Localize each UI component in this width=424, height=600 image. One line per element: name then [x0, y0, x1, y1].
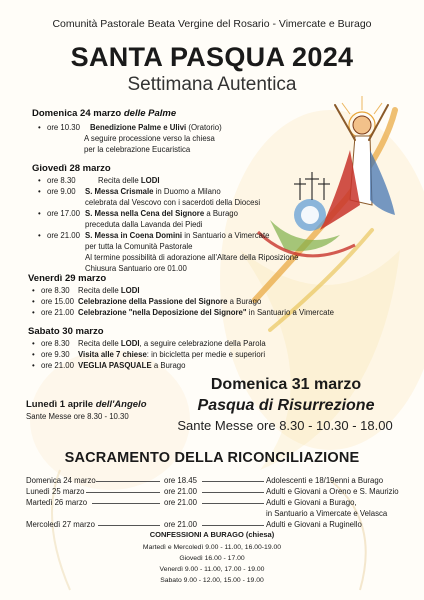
reconciliation-date: Lunedì 25 marzo [26, 487, 85, 496]
confessions-line: Sabato 9.00 - 12.00, 15.00 - 19.00 [160, 577, 264, 584]
easter-masses: Sante Messe ore 8.30 - 10.30 - 18.00 [177, 418, 393, 433]
section-heading-monday: Lunedì 1 aprile dell'Angelo [26, 399, 147, 410]
list-item: • ore 8.30 Recita delle LODI [38, 176, 160, 185]
section-heading-thursday: Giovedì 28 marzo [32, 163, 111, 174]
reconciliation-date: Mercoledì 27 marzo [26, 520, 95, 529]
leader-line [96, 481, 160, 482]
monday-masses: Sante Messe ore 8.30 - 10.30 [26, 412, 129, 421]
list-item: • ore 21.00 VEGLIA PASQUALE a Burago [32, 361, 186, 370]
confessions-line: Martedì e Mercoledì 9.00 - 11.00, 16.00-19.00 [142, 544, 282, 551]
reconciliation-who: Adulti e Giovani a Oreno e S. Maurizio [266, 487, 399, 496]
bullet-icon: • [32, 297, 35, 306]
reconciliation-who-extra: in Santuario a Vimercate e Velasca [266, 509, 388, 518]
list-item: • ore 9.00 S. Messa Crismale in Duomo a Milano [38, 187, 221, 196]
list-item: • ore 21.00 Celebrazione "nella Deposizione del Signore" in Santuario a Vimercate [32, 308, 334, 317]
bullet-icon: • [32, 286, 35, 295]
list-item: • ore 8.30 Recita delle LODI, a seguire celebrazione della Parola [32, 339, 266, 348]
note-line: celebrata dal Vescovo con i sacerdoti della Diocesi [85, 198, 261, 207]
list-item: • ore 15.00 Celebrazione della Passione del Signore a Burago [32, 297, 262, 306]
note-line: preceduta dalla Lavanda dei Piedi [85, 220, 203, 229]
reconciliation-date: Domenica 24 marzo [26, 476, 96, 485]
reconciliation-time: ore 21.00 [164, 498, 197, 507]
list-item: • ore 17.00 S. Messa nella Cena del Signore a Burago [38, 209, 238, 218]
easter-day: Domenica 31 marzo [210, 376, 362, 393]
leader-line [202, 525, 264, 526]
reconciliation-who: Adolescenti e 18/19enni a Burago [266, 476, 384, 485]
community-name: Comunità Pastorale Beata Vergine del Rosario - Vimercate e Burago [52, 18, 372, 30]
easter-name: Pasqua di Risurrezione [197, 397, 375, 414]
bullet-icon: • [38, 231, 41, 240]
note-line: per la celebrazione Eucaristica [84, 145, 191, 154]
note-line: A seguire processione verso la chiesa [84, 134, 215, 143]
reconciliation-who: Adulti e Giovani a Ruginello [266, 520, 362, 529]
section-heading-palm-sunday: Domenica 24 marzo delle Palme [32, 108, 177, 119]
page-subtitle: Settimana Autentica [127, 74, 297, 95]
page-title: SANTA PASQUA 2024 [70, 42, 354, 72]
reconciliation-title: SACRAMENTO DELLA RICONCILIAZIONE [64, 450, 360, 466]
bullet-icon: • [38, 123, 41, 132]
bullet-icon: • [38, 176, 41, 185]
leader-line [86, 492, 160, 493]
list-item: • ore 21.00 S. Messa in Coena Domini in Santuario a Vimercate [38, 231, 270, 240]
note-line: Chiusura Santuario ore 01.00 [85, 264, 187, 273]
list-item: • ore 8.30 Recita delle LODI [32, 286, 140, 295]
reconciliation-date: Martedì 26 marzo [26, 498, 88, 507]
confessions-line: Venerdì 9.00 - 11.00, 17.00 - 19.00 [159, 566, 265, 573]
leader-line [202, 503, 264, 504]
section-heading-saturday: Sabato 30 marzo [28, 326, 104, 337]
list-item: • ore 9.30 Visita alle 7 chiese: in bicicletta per medie e superiori [32, 350, 266, 359]
reconciliation-time: ore 21.00 [164, 520, 197, 529]
list-item: • ore 10.30 Benedizione Palme e Ulivi (Oratorio) [38, 123, 222, 132]
leader-line [202, 481, 264, 482]
bullet-icon: • [38, 209, 41, 218]
bullet-icon: • [32, 350, 35, 359]
reconciliation-time: ore 21.00 [164, 487, 197, 496]
note-line: per tutta la Comunità Pastorale [85, 242, 193, 251]
bullet-icon: • [32, 308, 35, 317]
bullet-icon: • [32, 361, 35, 370]
section-heading-friday: Venerdì 29 marzo [28, 273, 107, 284]
leader-line [98, 525, 160, 526]
confessions-line: Giovedì 16.00 - 17.00 [179, 555, 245, 562]
leader-line [202, 492, 264, 493]
confessions-heading: CONFESSIONI A BURAGO (chiesa) [149, 530, 275, 539]
reconciliation-time: ore 18.45 [164, 476, 197, 485]
note-line: Al termine possibilità di adorazione all'Altare della Riposizione [85, 253, 299, 262]
bullet-icon: • [32, 339, 35, 348]
bullet-icon: • [38, 187, 41, 196]
reconciliation-who: Adulti e Giovani a Burago, [266, 498, 357, 507]
leader-line [92, 503, 160, 504]
